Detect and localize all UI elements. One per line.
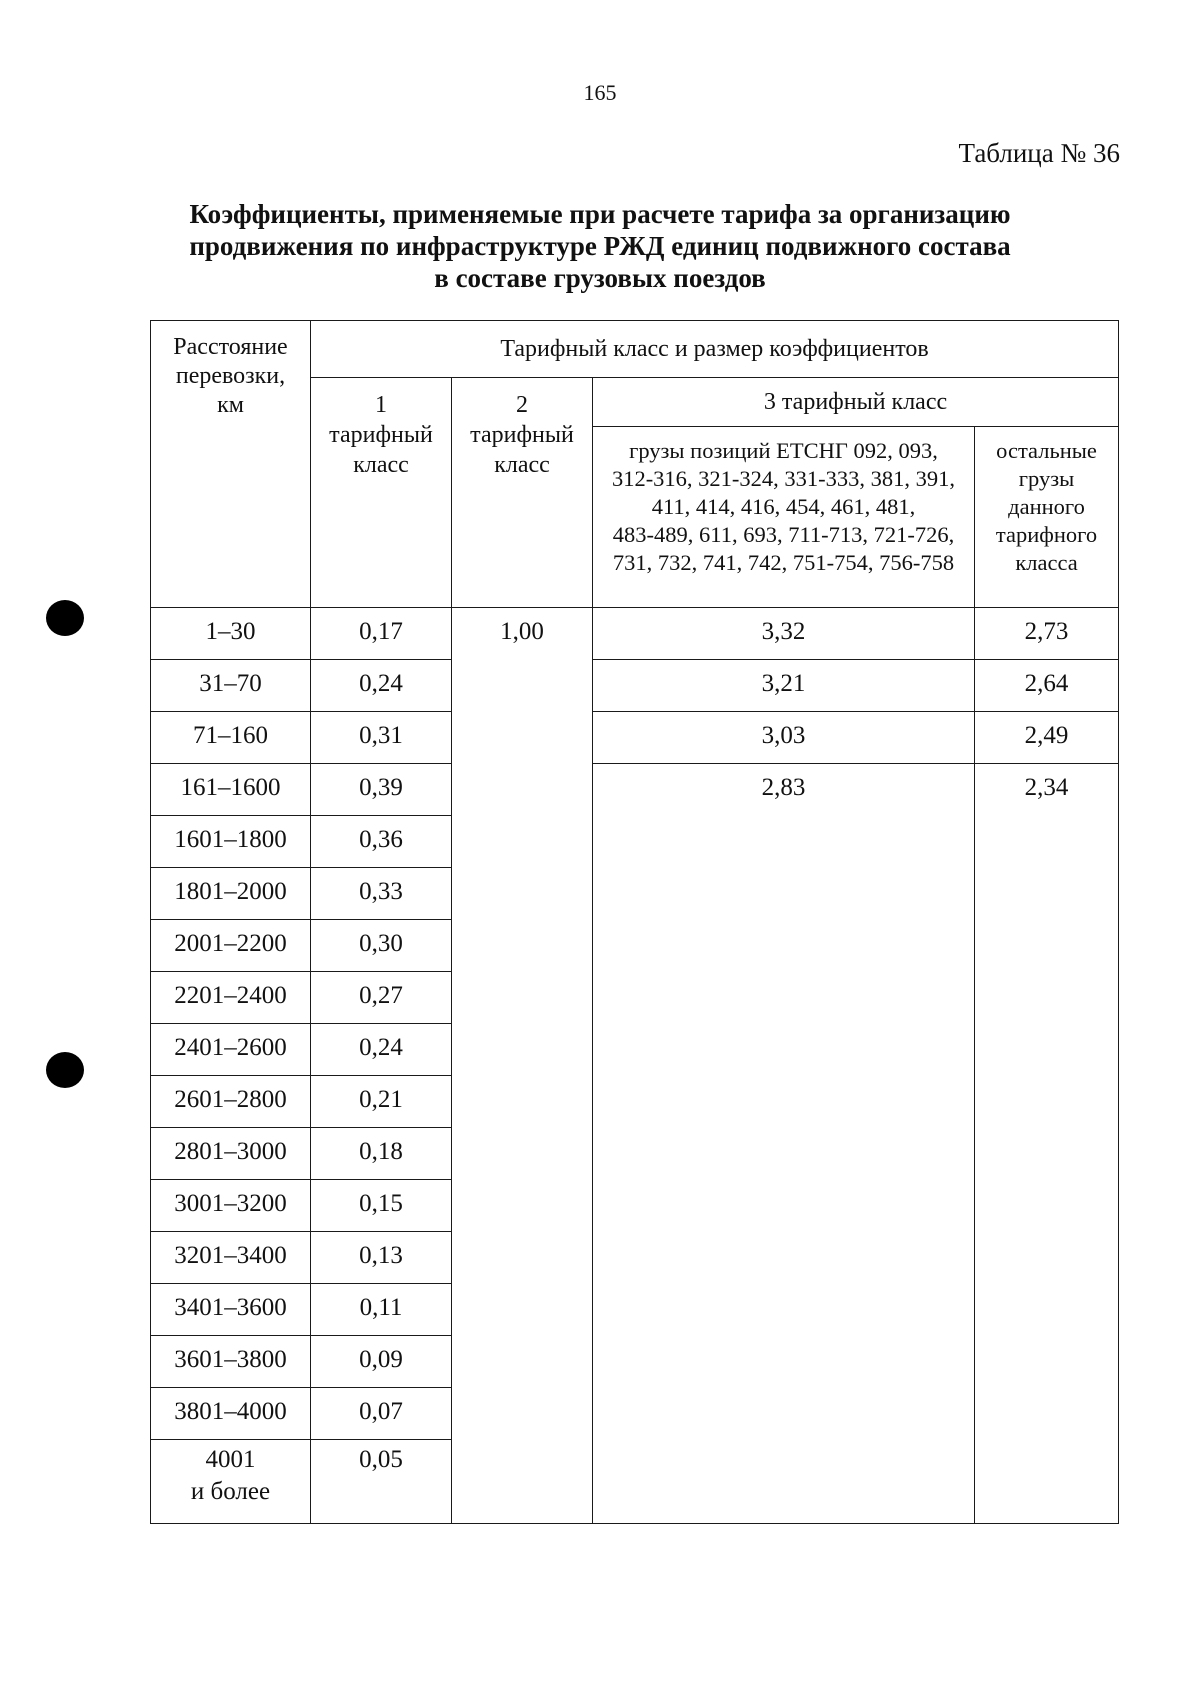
header-text: 2 xyxy=(516,392,528,418)
distance-cell: 3001–3200 xyxy=(151,1180,311,1232)
title-line: в составе грузовых поездов xyxy=(434,263,766,293)
header-text: грузы позиций ЕТСНГ 092, 093, xyxy=(629,438,938,463)
punch-hole xyxy=(46,1052,84,1088)
table-row xyxy=(151,608,1119,660)
class-3-listed-cell: 3,21 xyxy=(593,660,975,712)
class-1-cell: 0,36 xyxy=(311,816,452,868)
header-text: 731, 732, 741, 742, 751-754, 756-758 xyxy=(612,550,955,575)
class-1-cell: 0,27 xyxy=(311,972,452,1024)
header-text: класса xyxy=(1015,550,1078,575)
class-3-listed-cell: 3,32 xyxy=(593,608,975,660)
distance-cell: 3801–4000 xyxy=(151,1388,311,1440)
class-3-other-cell: 2,64 xyxy=(975,660,1119,712)
class-1-cell: 0,24 xyxy=(311,660,452,712)
page-number: 165 xyxy=(583,80,617,105)
distance-cell: 2401–2600 xyxy=(151,1024,311,1076)
header-tariff-class-group: Тарифный класс и размер коэффициентов xyxy=(311,321,1119,378)
header-text: класс xyxy=(494,452,550,478)
distance-cell: 31–70 xyxy=(151,660,311,712)
header-text: тарифного xyxy=(995,522,1098,547)
distance-cell: 3201–3400 xyxy=(151,1232,311,1284)
distance-cell: 3401–3600 xyxy=(151,1284,311,1336)
table-row xyxy=(151,660,1119,712)
distance-cell: 71–160 xyxy=(151,712,311,764)
header-class-3-listed-goods xyxy=(593,427,975,608)
distance-cell: 1601–1800 xyxy=(151,816,311,868)
header-class-3-other-goods xyxy=(975,427,1119,608)
class-2-cell: 1,00 xyxy=(452,608,593,1524)
header-text: км xyxy=(217,392,244,418)
class-1-cell: 0,18 xyxy=(311,1128,452,1180)
class-1-cell: 0,11 xyxy=(311,1284,452,1336)
distance-text: 4001 xyxy=(205,1446,256,1473)
class-1-cell: 0,39 xyxy=(311,764,452,816)
header-text: 411, 414, 416, 454, 461, 481, xyxy=(651,494,916,519)
class-3-listed-cell: 3,03 xyxy=(593,712,975,764)
header-text: 312-316, 321-324, 331-333, 381, 391, xyxy=(611,466,956,491)
class-3-other-cell: 2,73 xyxy=(975,608,1119,660)
class-1-cell: 0,05 xyxy=(311,1440,452,1524)
distance-cell: 3601–3800 xyxy=(151,1336,311,1388)
header-class-2 xyxy=(452,378,593,608)
table-title xyxy=(140,198,1060,294)
distance-text: и более xyxy=(190,1478,271,1505)
header-text: данного xyxy=(1008,494,1085,519)
class-1-cell: 0,24 xyxy=(311,1024,452,1076)
class-1-cell: 0,17 xyxy=(311,608,452,660)
header-class-1 xyxy=(311,378,452,608)
title-line: продвижения по инфраструктуре РЖД единиц подвижного состава xyxy=(189,231,1011,261)
header-text: тарифный xyxy=(470,422,574,448)
class-1-cell: 0,21 xyxy=(311,1076,452,1128)
header-class-3: 3 тарифный класс xyxy=(593,378,1119,427)
header-text: класс xyxy=(353,452,409,478)
header-text: тарифный xyxy=(329,422,433,448)
header-text: грузы xyxy=(1018,466,1075,491)
distance-cell: 2001–2200 xyxy=(151,920,311,972)
class-1-cell: 0,31 xyxy=(311,712,452,764)
table-number: Таблица № 36 xyxy=(958,138,1120,168)
distance-cell xyxy=(151,1440,311,1524)
distance-cell: 161–1600 xyxy=(151,764,311,816)
class-3-listed-cell: 2,83 xyxy=(593,764,975,1524)
class-1-cell: 0,07 xyxy=(311,1388,452,1440)
distance-cell: 2201–2400 xyxy=(151,972,311,1024)
class-1-cell: 0,33 xyxy=(311,868,452,920)
distance-cell: 2801–3000 xyxy=(151,1128,311,1180)
header-text: 483-489, 611, 693, 711-713, 721-726, xyxy=(612,522,955,547)
coefficients-table xyxy=(150,320,1119,1524)
class-1-cell: 0,30 xyxy=(311,920,452,972)
class-1-cell: 0,13 xyxy=(311,1232,452,1284)
class-1-cell: 0,15 xyxy=(311,1180,452,1232)
header-text: остальные xyxy=(996,438,1097,463)
punch-hole xyxy=(46,600,84,636)
header-text: перевозки, xyxy=(175,363,286,389)
distance-cell: 1–30 xyxy=(151,608,311,660)
header-distance xyxy=(151,321,311,608)
title-line: Коэффициенты, применяемые при расчете тарифа за организацию xyxy=(189,199,1011,229)
class-3-other-cell: 2,34 xyxy=(975,764,1119,1524)
table-row xyxy=(151,764,1119,816)
header-text: 1 xyxy=(375,392,387,418)
table-row xyxy=(151,712,1119,764)
distance-cell: 2601–2800 xyxy=(151,1076,311,1128)
header-text: Расстояние xyxy=(173,334,288,360)
distance-cell: 1801–2000 xyxy=(151,868,311,920)
class-3-other-cell: 2,49 xyxy=(975,712,1119,764)
class-1-cell: 0,09 xyxy=(311,1336,452,1388)
